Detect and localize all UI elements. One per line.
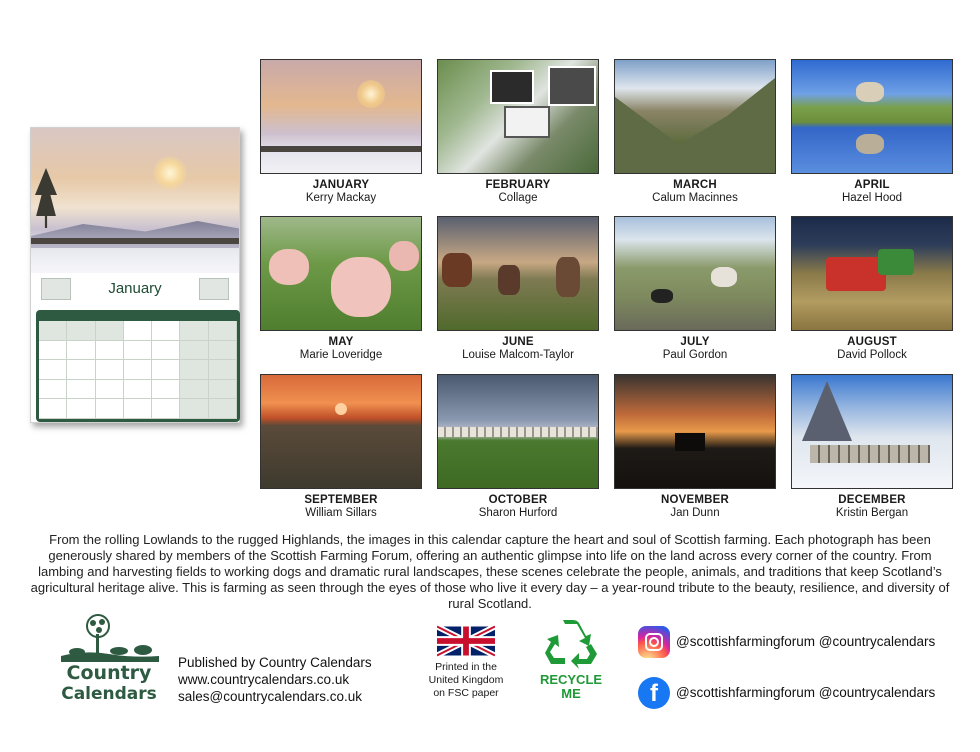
- photo-credit: Louise Malcom-Taylor: [462, 349, 574, 361]
- month-photo: [614, 216, 776, 331]
- instagram-handles[interactable]: @scottishfarmingforum @countrycalendars: [676, 634, 936, 649]
- photo-credit: William Sillars: [305, 507, 377, 519]
- month-name: AUGUST: [847, 336, 897, 348]
- email-link[interactable]: sales@countrycalendars.co.uk: [178, 689, 363, 704]
- month-photo: [260, 374, 422, 489]
- calendar-preview: [30, 127, 240, 423]
- month-name: OCTOBER: [488, 494, 548, 506]
- photo-credit: Sharon Hurford: [478, 507, 558, 519]
- country-calendars-logo: [55, 614, 163, 704]
- photo-credit: Calum Macinnes: [652, 192, 738, 204]
- month-card-december: [791, 374, 953, 519]
- facebook-handles[interactable]: @scottishfarmingforum @countrycalendars: [676, 685, 936, 700]
- published-by-text: Published by Country Calendars: [178, 655, 372, 670]
- month-photo: [791, 216, 953, 331]
- instagram-icon[interactable]: [638, 626, 670, 658]
- tree-logo-icon: [55, 614, 163, 666]
- month-name: JULY: [680, 336, 710, 348]
- recycle-line-1: RECYCLE: [539, 672, 603, 687]
- website-link[interactable]: www.countrycalendars.co.uk: [178, 672, 350, 687]
- month-card-july: [614, 216, 776, 361]
- month-name: JUNE: [502, 336, 534, 348]
- photo-credit: Jan Dunn: [670, 507, 720, 519]
- month-name: MARCH: [673, 179, 717, 191]
- logo-word-country: Country: [66, 662, 152, 684]
- month-card-february: [437, 59, 599, 204]
- logo-word-calendars: Calendars: [61, 684, 157, 704]
- month-photo: [260, 59, 422, 174]
- month-photo: [614, 59, 776, 174]
- stone-wall: [31, 238, 239, 244]
- calendar-description: From the rolling Lowlands to the rugged Highlands, the images in this calendar capture the heart and soul of Scottish farming. Each photograph has been generously shared by members of the Scottish Farming Forum, offering an authentic glimpse into life on the land across every corner of the country. From lambing and harvesting fields to working dogs and dramatic rural landscapes, these scenes celebrate the people, animals, and traditions that keep Scotland’s agricultural heritage alive. This is farming as seen through the eyes of those who live it every day – a year-round tribute to the beauty, resilience, and diversity of rural Scotland.: [30, 532, 950, 611]
- tree: [35, 168, 57, 228]
- recycle-line-2: ME: [561, 686, 581, 701]
- printed-line-2: United Kingdom: [428, 674, 504, 686]
- month-name: JANUARY: [312, 179, 370, 191]
- month-name: DECEMBER: [838, 494, 906, 506]
- printed-in-uk-text: [418, 661, 514, 700]
- photo-credit: Collage: [498, 192, 538, 204]
- month-card-october: [437, 374, 599, 519]
- facebook-icon[interactable]: f: [638, 677, 670, 709]
- preview-month-label: January: [108, 280, 162, 297]
- preview-photo: [31, 128, 239, 273]
- recycle-icon: [543, 620, 599, 670]
- month-card-april: [791, 59, 953, 204]
- photo-credit: Kristin Bergan: [835, 507, 909, 519]
- month-name: NOVEMBER: [660, 494, 730, 506]
- preview-calendar-grid: [36, 310, 240, 422]
- photo-credit: Paul Gordon: [662, 349, 728, 361]
- month-card-march: [614, 59, 776, 204]
- month-name: MAY: [328, 336, 354, 348]
- recycle-me-text: [535, 673, 607, 701]
- sun: [153, 156, 187, 190]
- photo-credit: David Pollock: [837, 349, 907, 361]
- printed-line-3: on FSC paper: [433, 687, 499, 699]
- month-card-september: [260, 374, 422, 519]
- union-jack-flag-icon: [437, 625, 495, 657]
- month-name: SEPTEMBER: [304, 494, 378, 506]
- photo-credit: Kerry Mackay: [305, 192, 377, 204]
- month-photo: [791, 59, 953, 174]
- month-photo: [791, 374, 953, 489]
- publisher-info: [178, 654, 372, 705]
- month-photo: [437, 59, 599, 174]
- month-photo: [614, 374, 776, 489]
- month-card-may: [260, 216, 422, 361]
- month-card-november: [614, 374, 776, 519]
- month-card-june: [437, 216, 599, 361]
- photo-credit: Marie Loveridge: [299, 349, 383, 361]
- month-card-january: [260, 59, 422, 204]
- month-name: FEBRUARY: [485, 179, 551, 191]
- month-photo: [437, 374, 599, 489]
- month-photo: [437, 216, 599, 331]
- month-name: APRIL: [854, 179, 890, 191]
- printed-line-1: Printed in the: [435, 661, 497, 673]
- month-card-august: [791, 216, 953, 361]
- photo-credit: Hazel Hood: [841, 192, 903, 204]
- month-photo: [260, 216, 422, 331]
